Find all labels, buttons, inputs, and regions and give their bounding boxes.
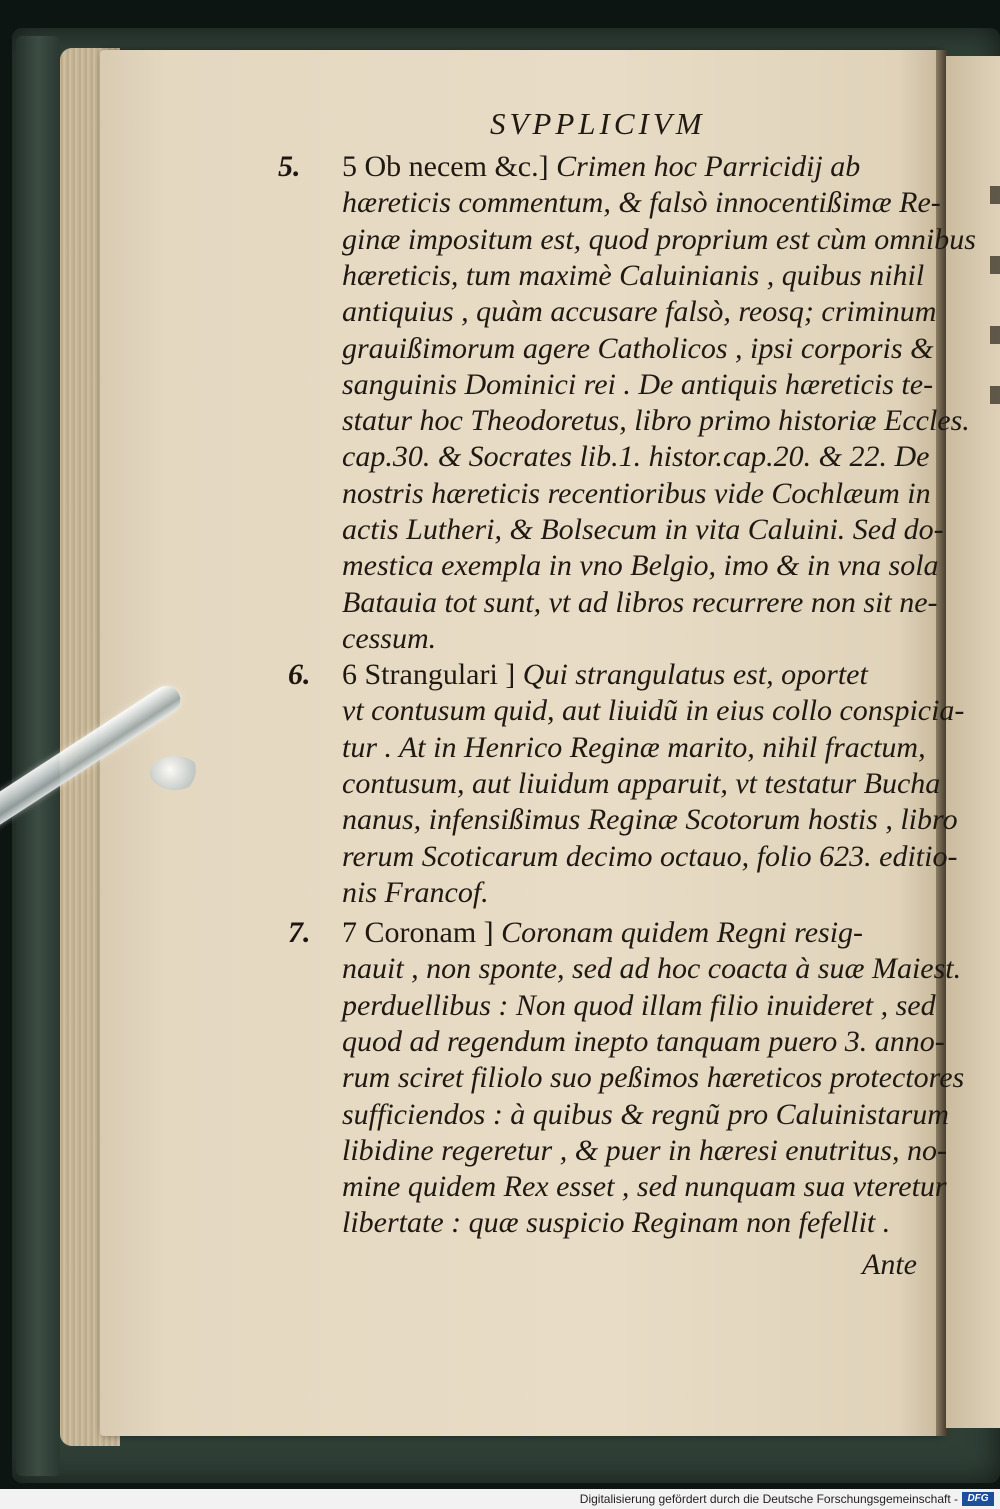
facing-page-text-fragment <box>990 256 1000 274</box>
note-text: Crimen hoc Parricidij ab <box>548 150 861 183</box>
text-line <box>342 729 926 766</box>
facing-page-text-fragment <box>990 386 1000 404</box>
note-text: libertate : quæ suspicio Reginam non fefellit . <box>342 1206 891 1240</box>
margin-note-number: 6. <box>288 658 311 691</box>
text-line <box>342 184 941 221</box>
note-text: cap.30. & Socrates lib.1. histor.cap.20. & 22. De <box>342 440 930 474</box>
running-head: SVPPLICIVM <box>490 106 706 141</box>
note-lemma: 5 Ob necem &c.] <box>342 150 549 183</box>
digitization-footer <box>0 1489 1000 1509</box>
text-line <box>342 838 958 875</box>
margin-note-number: 5. <box>278 150 301 183</box>
text-line <box>342 402 970 439</box>
text-line <box>342 511 944 548</box>
text-line <box>342 148 922 185</box>
footer-credit: Digitalisierung gefördert durch die Deutsche Forschungsgemeinschaft - <box>579 1492 958 1506</box>
note-text: antiquius , quàm accusare falsò, reosq; criminum <box>342 295 937 329</box>
note-text: nanus, infensißimus Reginæ Scotorum hostis , libro <box>342 803 958 837</box>
text-line <box>342 366 934 403</box>
text-line <box>342 692 965 729</box>
note-text: Qui strangulatus est, oportet <box>515 658 868 691</box>
margin-note-number: 7. <box>288 916 311 949</box>
dfg-logo: DFG <box>962 1492 994 1506</box>
note-text: rerum Scoticarum decimo octauo, folio 623. editio- <box>342 839 958 873</box>
text-line <box>342 620 922 657</box>
note-text: quod ad regendum inepto tanquam puero 3. anno- <box>342 1024 945 1058</box>
note-text: sufficiendos : à quibus & regnũ pro Caluinistarum <box>342 1097 949 1131</box>
note-text: Batauia tot sunt, vt ad libros recurrere non sit ne- <box>342 585 938 619</box>
text-line <box>342 987 936 1024</box>
note-text: ginæ impositum est, quod proprium est cùm omnibus <box>342 222 976 256</box>
note-text: actis Lutheri, & Bolsecum in vita Caluini. Sed do- <box>342 513 944 546</box>
note-text: cessum. <box>342 621 437 655</box>
note-text: grauißimorum agere Catholicos , ipsi corporis & <box>342 331 934 365</box>
text-line <box>342 330 934 367</box>
text-line <box>342 1168 947 1205</box>
text-line <box>342 656 922 693</box>
note-text: nis Francof. <box>342 875 489 909</box>
text-line <box>342 438 930 475</box>
text-line <box>342 1204 922 1241</box>
note-text: libidine regeretur , & puer in hæresi enutritus, no- <box>342 1133 947 1167</box>
note-text: statur hoc Theodoretus, libro primo historiæ Eccles. <box>342 404 970 438</box>
text-line <box>342 1132 947 1169</box>
facing-page-text-fragment <box>990 326 1000 344</box>
catchword: Ante <box>862 1248 917 1281</box>
text-line <box>342 584 938 621</box>
note-text: vt contusum quid, aut liuidũ in eius collo conspicia- <box>342 694 965 728</box>
text-line <box>342 1023 945 1060</box>
note-text: hæreticis, tum maximè Caluinianis , quibus nihil <box>342 258 925 292</box>
facing-page-edge <box>946 56 1000 1428</box>
note-text: tur . At in Henrico Reginæ marito, nihil fractum, <box>342 730 926 764</box>
note-text: hæreticis commentum, & falsò innocentißimæ Re- <box>342 186 941 220</box>
note-text: rum sciret filiolo suo peßimos hæreticos protectores <box>342 1061 965 1095</box>
text-line <box>342 1059 965 1096</box>
text-line <box>342 874 922 911</box>
text-line <box>342 765 941 802</box>
note-text: nauit , non sponte, sed ad hoc coacta à suæ Maiest. <box>342 952 962 986</box>
note-lemma: 7 Coronam ] <box>342 916 494 949</box>
text-line <box>342 475 931 512</box>
text-line <box>342 1096 949 1133</box>
glass-page-holder-tip <box>150 756 200 790</box>
note-text: perduellibus : Non quod illam filio inuideret , sed <box>342 988 936 1022</box>
text-line <box>342 914 922 951</box>
note-text: sanguinis Dominici rei . De antiquis hæreticis te- <box>342 367 934 401</box>
text-line <box>342 293 937 330</box>
facing-page-text-fragment <box>990 186 1000 204</box>
note-text: Coronam quidem Regni resig- <box>493 916 864 949</box>
text-line <box>342 801 958 838</box>
note-lemma: 6 Strangulari ] <box>342 658 516 691</box>
text-line <box>342 547 939 584</box>
note-text: mine quidem Rex esset , sed nunquam sua vteretur <box>342 1170 947 1204</box>
note-text: nostris hæreticis recentioribus vide Cochlæum in <box>342 476 931 510</box>
note-text: contusum, aut liuidum apparuit, vt testatur Bucha <box>342 766 941 800</box>
note-text: mestica exempla in vno Belgio, imo & in vna sola <box>342 549 939 583</box>
text-line <box>342 221 976 258</box>
text-line <box>342 257 925 294</box>
text-line <box>342 950 962 987</box>
